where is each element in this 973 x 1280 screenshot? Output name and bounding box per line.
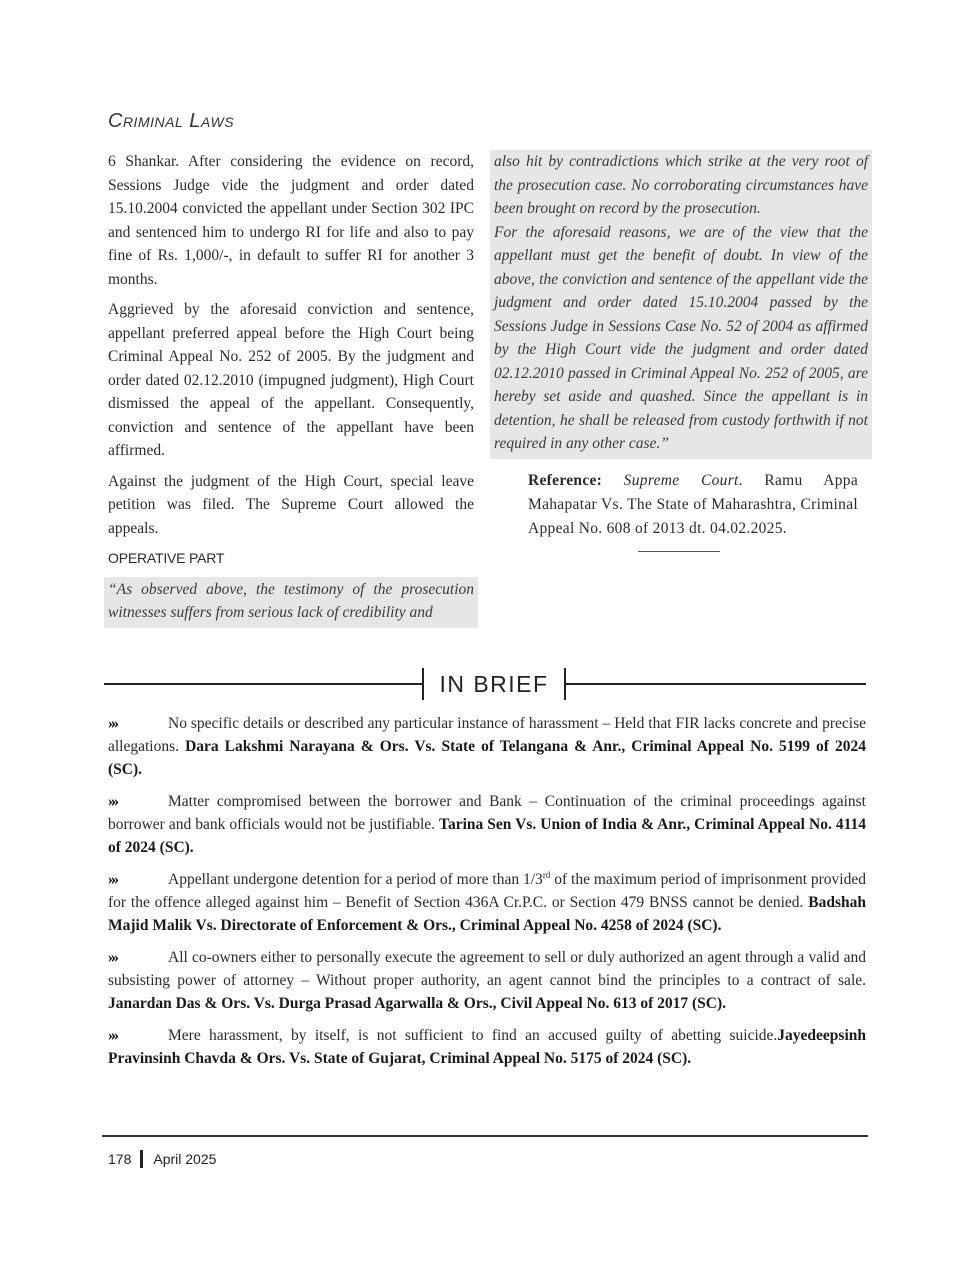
item-text: All co-owners either to personally execute the agreement to sell or duly authorized an agent through a valid and subsisting power of attorney – Without proper authority, an agent cannot bind the principles to a contract of sale. xyxy=(108,949,866,989)
reference-label: Reference: xyxy=(528,471,603,489)
double-arrow-icon: »» xyxy=(108,1027,114,1044)
paragraph: 6 Shankar. After considering the evidence on record, Sessions Judge vide the judgment and order dated 15.10.2004 convicted the appellant under Section 302 IPC and sentenced him to undergo RI for life and also to pay fine of Rs. 1,000/-, in default to suffer RI for another 3 months. xyxy=(108,153,474,288)
list-item xyxy=(108,946,866,1015)
judgment-quote-continued xyxy=(490,150,872,459)
item-text: Mere harassment, by itself, is not sufficient to find an accused guilty of abetting suicide. xyxy=(168,1027,778,1044)
footer-divider xyxy=(102,1135,868,1137)
footer xyxy=(108,1150,216,1168)
case-citation: Dara Lakshmi Narayana & Ors. Vs. State of Telangana & Anr., Criminal Appeal No. 5199 of 2024 (SC). xyxy=(108,738,866,778)
item-text: No specific details or described any particular instance of harassment – Held that FIR lacks concrete and precise allegations. xyxy=(108,715,866,755)
item-text: of the maximum period of imprisonment provided for the offence alleged against him – Benefit of Section 436A Cr.P.C. or Section 479 BNSS cannot be denied. xyxy=(108,871,866,911)
in-brief-heading: IN BRIEF xyxy=(422,668,566,700)
case-citation: Jayedeepsinh Pravinsinh Chavda & Ors. Vs. State of Gujarat, Criminal Appeal No. 5175 of 2024 (SC). xyxy=(108,1027,866,1067)
section-title: Criminal Laws xyxy=(108,110,235,132)
operative-part-heading: OPERATIVE PART xyxy=(108,550,225,566)
case-citation: Tarina Sen Vs. Union of India & Anr., Criminal Appeal No. 4114 of 2024 (SC). xyxy=(108,816,866,856)
item-text: Matter compromised between the borrower and Bank – Continuation of the criminal proceedings against borrower and bank officials would not be justifiable. xyxy=(108,793,866,833)
reference xyxy=(528,469,858,541)
superscript: rd xyxy=(542,869,551,880)
double-arrow-icon: »» xyxy=(108,793,114,810)
left-column xyxy=(108,150,474,628)
list-item xyxy=(108,868,866,937)
reference-text: . Ramu Appa Mahapatar Vs. The State of Maharashtra, Criminal Appeal No. 608 of 2013 dt. 04.02.2025. xyxy=(528,471,858,537)
divider xyxy=(104,683,422,685)
footer-separator xyxy=(140,1150,143,1168)
case-citation: Badshah Majid Malik Vs. Directorate of Enforcement & Ors., Criminal Appeal No. 4258 of 2024 (SC). xyxy=(108,894,866,934)
page-number: 178 xyxy=(108,1151,132,1167)
double-arrow-icon: »» xyxy=(108,871,114,888)
in-brief-header xyxy=(104,668,866,702)
divider xyxy=(638,551,720,552)
right-column xyxy=(494,150,868,552)
case-citation: Janardan Das & Ors. Vs. Durga Prasad Agarwalla & Ors., Civil Appeal No. 613 of 2017 (SC). xyxy=(108,995,727,1012)
list-item xyxy=(108,790,866,859)
paragraph: Against the judgment of the High Court, special leave petition was filed. The Supreme Court allowed the appeals. xyxy=(108,472,474,537)
double-arrow-icon: »» xyxy=(108,949,114,966)
reference-court: Supreme Court xyxy=(623,471,739,489)
issue-date: April 2025 xyxy=(153,1151,217,1167)
list-item xyxy=(108,1024,866,1070)
double-arrow-icon: »» xyxy=(108,715,114,732)
item-text: Appellant undergone detention for a period of more than 1/3 xyxy=(168,871,543,888)
divider xyxy=(566,683,866,685)
quote-paragraph: also hit by contradictions which strike at the very root of the prosecution case. No corroborating circumstances have been brought on record by the prosecution. xyxy=(494,153,868,217)
judgment-quote-start: “As observed above, the testimony of the prosecution witnesses suffers from serious lack of credibility and xyxy=(104,577,478,628)
quote-paragraph: For the aforesaid reasons, we are of the view that the appellant must get the benefit of doubt. In view of the above, the conviction and sentence of the appellant vide the judgment and order dated 15.10.2004 passed by the Sessions Judge in Sessions Case No. 52 of 2004 as affirmed by the High Court vide the judgment and order dated 02.12.2010 passed in Criminal Appeal No. 252 of 2005, are hereby set aside and quashed. Since the appellant is in detention, he shall be released from custody forthwith if not required in any other case.” xyxy=(494,223,868,452)
in-brief-list xyxy=(108,712,866,1079)
list-item xyxy=(108,712,866,781)
paragraph: Aggrieved by the aforesaid conviction and sentence, appellant preferred appeal before the High Court being Criminal Appeal No. 252 of 2005. By the judgment and order dated 02.12.2010 (impugned judgment), High Court dismissed the appeal of the appellant. Consequently, conviction and sentence of the appellant have been affirmed. xyxy=(108,301,474,459)
